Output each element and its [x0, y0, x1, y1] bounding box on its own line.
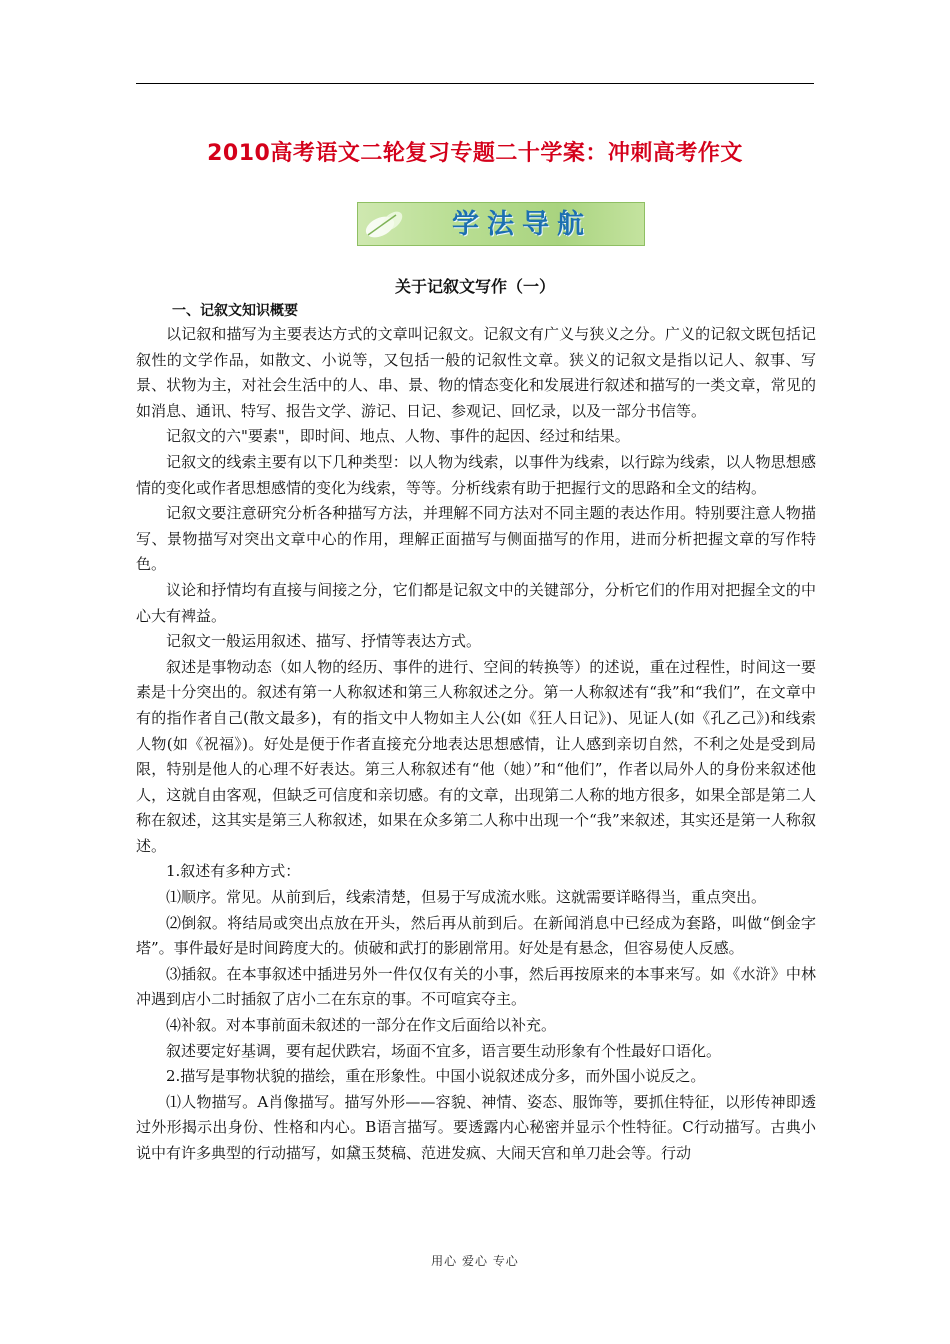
- paragraph: 叙述要定好基调，要有起伏跌宕，场面不宜多，语言要生动形象有个性最好口语化。: [166, 1041, 722, 1060]
- paragraph: 记叙文的线索主要有以下几种类型：以人物为线索，以事件为线索，以行踪为线索，以人物思想感情的变化或作者思想感情的变化为线索，等等。分析线索有助于把握行文的思路和全文的结构。: [136, 452, 816, 497]
- page-footer: 用心 爱心 专心: [431, 1254, 519, 1268]
- banner-label: 学法导航: [452, 209, 592, 240]
- paragraph: ⑵倒叙。将结局或突出点放在开头，然后再从前到后。在新闻消息中已经成为套路，叫做“倒金字塔”。事件最好是时间跨度大的。侦破和武打的影剧常用。好处是有悬念，但容易使人反感。: [136, 913, 816, 958]
- paragraph: ⑶插叙。在本事叙述中插进另外一件仅仅有关的小事，然后再按原来的本事来写。如《水浒》中林冲遇到店小二时插叙了店小二在东京的事。不可喧宾夺主。: [136, 964, 816, 1009]
- section-subheading: 一、记叙文知识概要: [172, 303, 298, 319]
- paragraph: 议论和抒情均有直接与间接之分，它们都是记叙文中的关键部分，分析它们的作用对把握全文的中心大有裨益。: [136, 580, 816, 625]
- paragraph: 记叙文的六"要素"，即时间、地点、人物、事件的起因、经过和结果。: [166, 427, 630, 446]
- paragraph: 以记叙和描写为主要表达方式的文章叫记叙文。记叙文有广义与狭义之分。广义的记叙文既包括记叙性的文学作品，如散文、小说等，又包括一般的记叙性文章。狭义的记叙文是指以记人、叙事、写景、状物为主，对社会生活中的人、串、景、物的情态变化和发展进行叙述和描写的一类文章，常见的如消息、通讯、特写、报告文学、游记、日记、参观记、回忆录，以及一部分书信等。: [136, 325, 816, 420]
- header-rule: [136, 83, 814, 84]
- leaf-icon: [362, 207, 422, 243]
- paragraph: ⑴人物描写。A肖像描写。描写外形——容貌、神情、姿态、服饰等，要抓住特征，以形传神即透过外形揭示出身份、性格和内心。B语言描写。要透露内心秘密并显示个性特征。C行动描写。古典小说中有许多典型的行动描写，如黛玉焚稿、范进发疯、大闹天宫和单刀赴会等。行动: [136, 1092, 816, 1162]
- document-title: 2010高考语文二轮复习专题二十学案：冲刺高考作文: [207, 141, 743, 166]
- paragraph: 叙述是事物动态（如人物的经历、事件的进行、空间的转换等）的述说，重在过程性，时间这一要素是十分突出的。叙述有第一人称叙述和第三人称叙述之分。第一人称叙述有“我”和“我们”，在文章中有的指作者自己(散文最多)，有的指文中人物如主人公(如《狂人日记》)、见证人(如《孔乙己》)和线索人物(如《祝福》)。好处是便于作者直接充分地表达思想感情，让人感到亲切自然，不利之处是受到局限，特别是他人的心理不好表达。第三人称叙述有“他（她）”和“他们”，作者以局外人的身份来叙述他人，这就自由客观，但缺乏可信度和亲切感。有的文章，出现第二人称的地方很多，如果全部是第二人称在叙述，这其实是第三人称叙述，如果在众多第二人称中出现一个“我”来叙述，其实还是第一人称叙述。: [136, 657, 816, 855]
- paragraph: 2.描写是事物状貌的描绘，重在形象性。中国小说叙述成分多，而外国小说反之。: [166, 1067, 706, 1086]
- paragraph: 记叙文一般运用叙述、描写、抒情等表达方式。: [166, 632, 482, 651]
- section-title: 关于记叙文写作（一）: [394, 277, 555, 296]
- study-guide-banner: [357, 202, 645, 246]
- paragraph: 记叙文要注意研究分析各种描写方法，并理解不同方法对不同主题的表达作用。特别要注意人物描写、景物描写对突出文章中心的作用，理解正面描写与侧面描写的作用，进而分析把握文章的写作特色。: [136, 504, 816, 574]
- paragraph: ⑴顺序。常见。从前到后，线索清楚，但易于写成流水账。这就需要详略得当，重点突出。: [166, 888, 767, 907]
- body-text: [136, 322, 816, 1167]
- paragraph: ⑷补叙。对本事前面未叙述的一部分在作文后面给以补充。: [166, 1016, 557, 1035]
- paragraph: 1.叙述有多种方式：: [166, 862, 301, 881]
